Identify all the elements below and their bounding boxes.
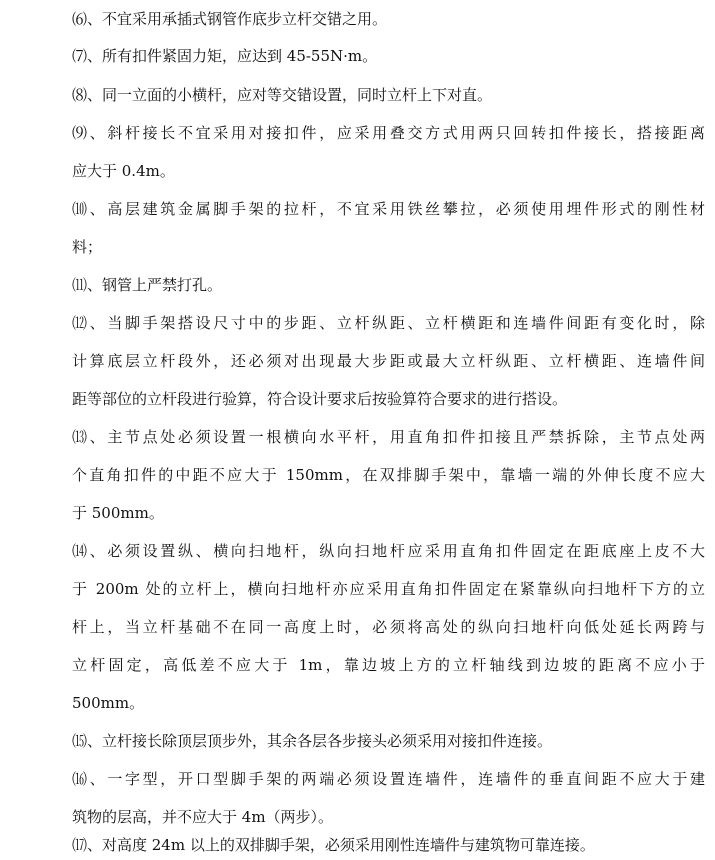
text-line-p12-1: ⑿、当脚手架搭设尺寸中的步距、立杆纵距、立杆横距和连墙件间距有变化时，除 bbox=[72, 314, 705, 332]
text-line-p15-1: ⒂、立杆接长除顶层顶步外，其余各层各步接头必须采用对接扣件连接。 bbox=[72, 732, 553, 750]
text-line-p12-2: 计算底层立杆段外，还必须对出现最大步距或最大立杆纵距、立杆横距、连墙件间 bbox=[72, 352, 705, 370]
text-line-p14-1: ⒁、必须设置纵、横向扫地杆，纵向扫地杆应采用直角扣件固定在距底座上皮不大 bbox=[72, 542, 705, 560]
text-line-p16-2: 筑物的层高，并不应大于 4m（两步）。 bbox=[72, 808, 334, 826]
text-line-p10-1: ⑽、高层建筑金属脚手架的拉杆，不宜采用铁丝攀拉，必须使用埋件形式的刚性材 bbox=[72, 200, 705, 218]
text-line-p7-1: ⑺、所有扣件紧固力矩，应达到 45-55N·m。 bbox=[72, 47, 378, 65]
text-line-p14-3: 杆上，当立杆基础不在同一高度上时，必须将高处的纵向扫地杆向低处延长两跨与 bbox=[72, 618, 705, 636]
text-line-p9-2: 应大于 0.4m。 bbox=[72, 162, 175, 180]
text-line-p10-2: 料； bbox=[72, 238, 103, 256]
text-line-p16-1: ⒃、一字型，开口型脚手架的两端必须设置连墙件，连墙件的垂直间距不应大于建 bbox=[72, 770, 705, 788]
text-line-p17-1: ⒄、对高度 24m 以上的双排脚手架，必须采用刚性连墙件与建筑物可靠连接。 bbox=[72, 836, 595, 854]
text-line-p6-1: ⑹、不宜采用承插式钢管作底步立杆交错之用。 bbox=[72, 10, 388, 28]
text-line-p13-1: ⒀、主节点处必须设置一根横向水平杆，用直角扣件扣接且严禁拆除，主节点处两 bbox=[72, 428, 705, 446]
text-line-p14-4: 立杆固定，高低差不应大于 1m，靠边坡上方的立杆轴线到边坡的距离不应小于 bbox=[72, 656, 705, 674]
text-line-p8-1: ⑻、同一立面的小横杆，应对等交错设置，同时立杆上下对直。 bbox=[72, 86, 493, 104]
text-line-p13-2: 个直角扣件的中距不应大于 150mm，在双排脚手架中，靠墙一端的外伸长度不应大 bbox=[72, 466, 705, 484]
text-line-p13-3: 于 500mm。 bbox=[72, 504, 164, 522]
text-line-p14-5: 500mm。 bbox=[72, 694, 145, 712]
text-line-p11-1: ⑾、钢管上严禁打孔。 bbox=[72, 276, 223, 294]
text-line-p9-1: ⑼、斜杆接长不宜采用对接扣件，应采用叠交方式用两只回转扣件接长，搭接距离 bbox=[72, 124, 705, 142]
text-line-p12-3: 距等部位的立杆段进行验算，符合设计要求后按验算符合要求的进行搭设。 bbox=[72, 390, 568, 408]
text-line-p14-2: 于 200m 处的立杆上，横向扫地杆亦应采用直角扣件固定在紧靠纵向扫地杆下方的立 bbox=[72, 580, 705, 598]
